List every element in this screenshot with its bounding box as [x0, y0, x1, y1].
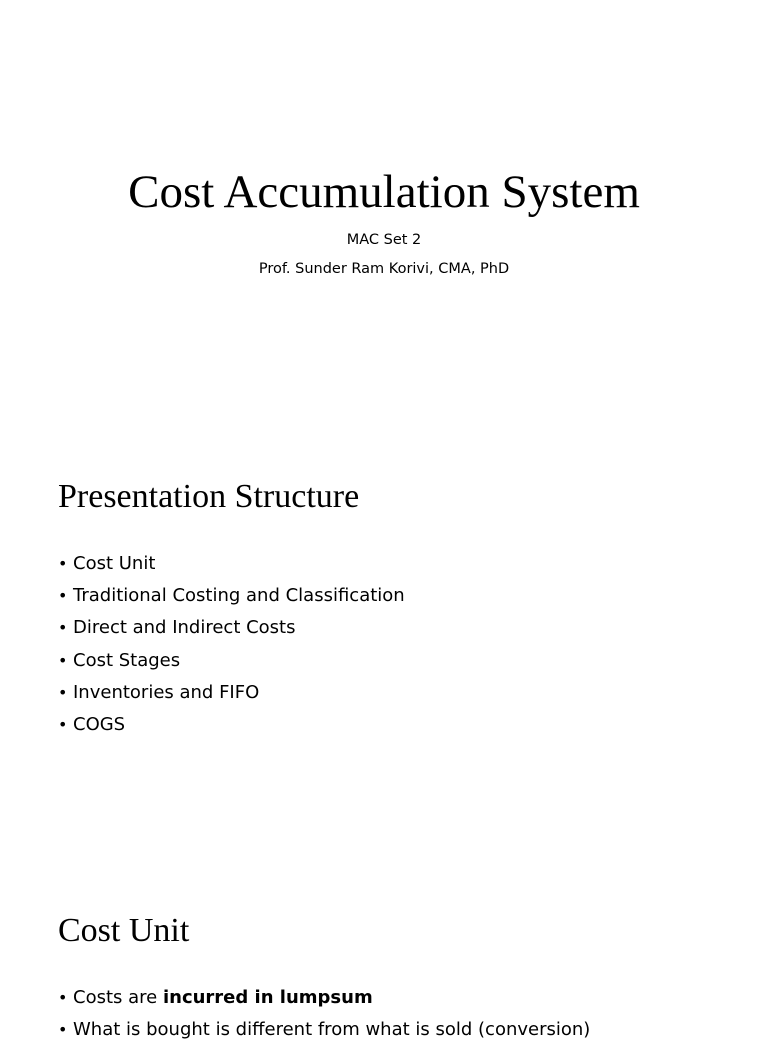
bullet-icon: • — [58, 618, 68, 638]
bullet-text: Cost Stages — [73, 649, 181, 671]
bullet-text: COGS — [73, 713, 126, 735]
bullet-text: Traditional Costing and Classification — [73, 585, 405, 607]
list-item — [58, 1014, 590, 1046]
bullet-text: Direct and Indirect Costs — [73, 617, 296, 639]
structure-bullet-list — [58, 548, 405, 741]
bullet-text: Inventories and FIFO — [73, 681, 260, 703]
bullet-text: Cost Unit — [73, 553, 156, 574]
bullet-icon: • — [58, 586, 68, 606]
bullet-text: Costs are — [73, 987, 163, 1008]
list-item — [58, 612, 405, 644]
title-slide — [0, 0, 768, 430]
bullet-bold-text: incurred in lumpsum — [162, 987, 373, 1008]
bullet-icon: • — [58, 650, 68, 670]
list-item — [58, 677, 405, 709]
bullet-text: What is bought is different from what is sold (conversion) — [73, 1019, 591, 1041]
list-item — [58, 580, 405, 612]
bullet-icon: • — [58, 682, 68, 702]
cost-unit-slide — [0, 860, 768, 1041]
list-item — [58, 645, 405, 677]
bullet-icon: • — [58, 1020, 68, 1040]
subtitle-author: Prof. Sunder Ram Korivi, CMA, PhD — [258, 261, 510, 277]
bullet-icon: • — [58, 554, 68, 573]
list-item — [58, 982, 590, 1014]
structure-title: Presentation Structure — [58, 478, 360, 515]
presentation-title: Cost Accumulation System — [128, 166, 640, 218]
cost-unit-title: Cost Unit — [58, 912, 190, 949]
list-item — [58, 709, 405, 741]
bullet-icon: • — [58, 988, 68, 1007]
cost-unit-bullet-list — [58, 982, 590, 1046]
bullet-icon: • — [58, 714, 68, 734]
list-item — [58, 548, 405, 580]
subtitle-course: MAC Set 2 — [346, 232, 422, 248]
structure-slide — [0, 430, 768, 860]
